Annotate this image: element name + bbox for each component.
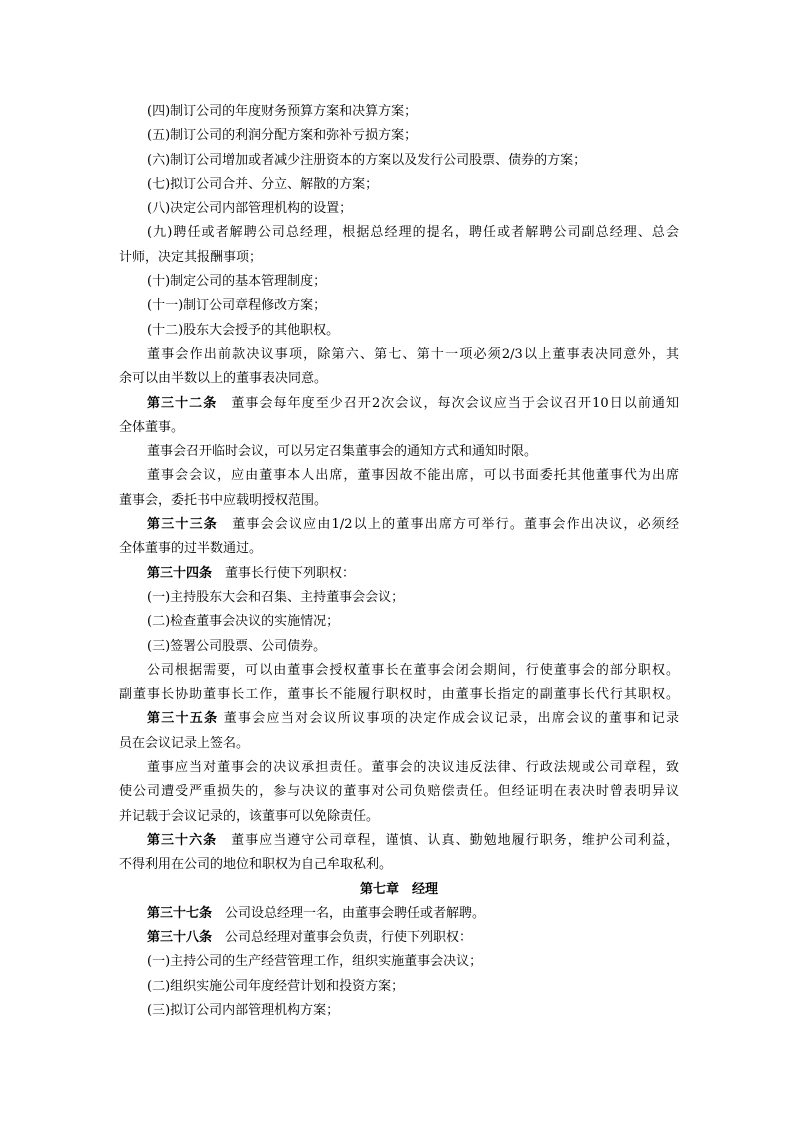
paragraph-line: (一)主持公司的生产经营管理工作，组织实施董事会决议； bbox=[147, 954, 483, 970]
paragraph-line: (二)组织实施公司年度经营计划和投资方案； bbox=[147, 978, 405, 994]
article-line: 第三十三条 董事会会议应由1/2以上的董事出席方可举行。董事会作出决议，必须经 bbox=[147, 517, 679, 533]
paragraph-line: 董事会召开临时会议，可以另定召集董事会的通知方式和通知时限。 bbox=[147, 444, 538, 460]
paragraph-line: (七)拟订公司合并、分立、解散的方案； bbox=[147, 176, 379, 192]
paragraph-line: 董事应当对董事会的决议承担责任。董事会的决议违反法律、行政法规或公司章程，致 bbox=[147, 760, 679, 776]
paragraph-line: (二)检查董事会决议的实施情况； bbox=[147, 614, 340, 630]
document-page bbox=[119, 100, 679, 1023]
paragraph-line: (五)制订公司的利润分配方案和弥补亏损方案； bbox=[147, 128, 418, 144]
paragraph-line: (三)签署公司股票、公司债券。 bbox=[147, 638, 327, 654]
chapter-heading: 第七章 经理 bbox=[359, 881, 438, 897]
paragraph-line: 董事会作出前款决议事项，除第六、第七、第十一项必须2/3以上董事表决同意外，其 bbox=[147, 346, 679, 362]
paragraph-line: 公司根据需要，可以由董事会授权董事长在董事会闭会期间，行使董事会的部分职权。 bbox=[147, 662, 679, 678]
paragraph-line: 全体董事的过半数通过。 bbox=[119, 541, 263, 557]
paragraph-line: 董事会会议，应由董事本人出席，董事因故不能出席，可以书面委托其他董事代为出席 bbox=[147, 468, 679, 484]
paragraph-line: 副董事长协助董事长工作，董事长不能履行职权时，由董事长指定的副董事长代行其职权。 bbox=[119, 687, 679, 703]
paragraph-line: 并记载于会议记录的，该董事可以免除责任。 bbox=[119, 808, 380, 824]
article-number: 第三十七条 bbox=[147, 905, 213, 921]
paragraph-line: 员在会议记录上签名。 bbox=[119, 735, 250, 751]
article-number: 第三十八条 bbox=[147, 930, 213, 946]
paragraph-line: 董事会，委托书中应载明授权范围。 bbox=[119, 492, 328, 508]
paragraph-line: 不得利用在公司的地位和职权为自己牟取私利。 bbox=[119, 857, 393, 873]
paragraph-line: 全体董事。 bbox=[119, 419, 185, 435]
article-line: 第三十五条 董事会应当对会议所议事项的决定作成会议记录，出席会议的董事和记录 bbox=[147, 711, 679, 727]
paragraph-line: (四)制订公司的年度财务预算方案和决算方案； bbox=[147, 104, 418, 119]
article-line: 第三十六条 董事应当遵守公司章程，谨慎、认真、勤勉地履行职务，维护公司利益， bbox=[147, 832, 679, 848]
paragraph-line: (十二)股东大会授予的其他职权。 bbox=[147, 322, 340, 338]
article-line: 第三十七条 公司设总经理一名，由董事会聘任或者解聘。 bbox=[147, 905, 486, 921]
paragraph-line: (十一)制订公司章程修改方案； bbox=[147, 298, 327, 314]
paragraph-line: (三)拟订公司内部管理机构方案； bbox=[147, 1002, 340, 1018]
paragraph-line: 余可以由半数以上的董事表决同意。 bbox=[119, 371, 328, 387]
paragraph-line: (九)聘任或者解聘公司总经理，根据总经理的提名，聘任或者解聘公司副总经理、总会 bbox=[147, 225, 679, 241]
article-line: 第三十八条 公司总经理对董事会负责，行使下列职权： bbox=[147, 930, 473, 946]
article-number: 第三十四条 bbox=[147, 565, 213, 581]
article-line: 第三十四条 董事长行使下列职权： bbox=[147, 565, 356, 581]
article-number: 第三十五条 bbox=[147, 711, 219, 727]
paragraph-line: (六)制订公司增加或者减少注册资本的方案以及发行公司股票、债券的方案； bbox=[147, 152, 587, 168]
paragraph-line: (十)制定公司的基本管理制度； bbox=[147, 274, 327, 290]
paragraph-line: 使公司遭受严重损失的，参与决议的董事对公司负赔偿责任。但经证明在表决时曾表明异议 bbox=[119, 784, 679, 800]
article-number: 第三十三条 bbox=[147, 517, 218, 533]
paragraph-line: (八)决定公司内部管理机构的设置； bbox=[147, 201, 353, 217]
paragraph-line: (一)主持股东大会和召集、主持董事会会议； bbox=[147, 589, 405, 605]
article-line: 第三十二条 董事会每年度至少召开2次会议，每次会议应当于会议召开10日以前通知 bbox=[147, 395, 679, 411]
article-number: 第三十二条 bbox=[147, 395, 218, 411]
article-number: 第三十六条 bbox=[147, 832, 218, 848]
paragraph-line: 计师，决定其报酬事项； bbox=[119, 249, 263, 265]
